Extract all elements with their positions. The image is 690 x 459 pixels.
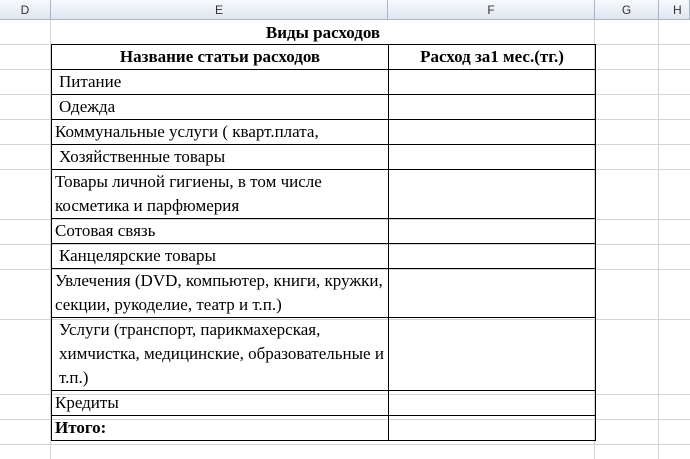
table-row bbox=[52, 120, 596, 145]
total-amount-cell[interactable] bbox=[389, 416, 596, 441]
expense-name-cell[interactable]: Одежда bbox=[52, 95, 389, 120]
sheet-title[interactable]: Виды расходов bbox=[265, 23, 381, 42]
expense-amount-cell[interactable] bbox=[389, 318, 596, 391]
expense-amount-cell[interactable] bbox=[389, 219, 596, 244]
expense-amount-cell[interactable] bbox=[389, 145, 596, 170]
expense-amount-cell[interactable] bbox=[389, 70, 596, 95]
expense-name-cell[interactable]: Хозяйственные товары bbox=[52, 145, 389, 170]
table-row bbox=[52, 70, 596, 95]
column-header-f-label: F bbox=[487, 2, 495, 17]
table-row bbox=[52, 219, 596, 244]
table-row bbox=[52, 244, 596, 269]
column-header-g[interactable] bbox=[595, 0, 659, 20]
expense-name-cell[interactable]: Сотовая связь bbox=[52, 219, 389, 244]
total-label-cell[interactable]: Итого: bbox=[52, 416, 389, 441]
table-row bbox=[52, 145, 596, 170]
column-header-g-label: G bbox=[621, 2, 632, 17]
table-row bbox=[52, 95, 596, 120]
gridline bbox=[0, 444, 690, 445]
table-row bbox=[52, 269, 596, 318]
column-header-e-label: E bbox=[214, 2, 223, 17]
expense-amount-cell[interactable] bbox=[389, 95, 596, 120]
column-header-h-label: H bbox=[673, 2, 682, 17]
column-header-e[interactable] bbox=[51, 0, 388, 20]
table-row bbox=[52, 318, 596, 391]
header-cell-amount[interactable]: Расход за1 мес.(тг.) bbox=[389, 45, 596, 70]
expense-amount-cell[interactable] bbox=[389, 391, 596, 416]
expense-name-cell[interactable]: Коммунальные услуги ( кварт.плата, bbox=[52, 120, 389, 145]
expense-amount-cell[interactable] bbox=[389, 244, 596, 269]
expense-name-cell[interactable]: Увлечения (DVD, компьютер, книги, кружки, секции, рукоделие, театр и т.п.) bbox=[52, 269, 389, 318]
column-header-d[interactable] bbox=[0, 0, 51, 20]
column-header-d-label: D bbox=[20, 2, 30, 17]
total-row bbox=[52, 416, 596, 441]
expense-amount-cell[interactable] bbox=[389, 120, 596, 145]
expense-name-cell[interactable]: Услуги (транспорт, парикмахерская, химчистка, медицинские, образовательные и т.п.) bbox=[52, 318, 389, 391]
expense-amount-cell[interactable] bbox=[389, 269, 596, 318]
expense-name-cell[interactable]: Канцелярские товары bbox=[52, 244, 389, 269]
expense-name-cell[interactable]: Кредиты bbox=[52, 391, 389, 416]
table-row bbox=[52, 391, 596, 416]
column-header-f[interactable] bbox=[388, 0, 595, 20]
expense-name-cell[interactable]: Питание bbox=[52, 70, 389, 95]
expense-table bbox=[51, 44, 596, 441]
column-header-h[interactable] bbox=[659, 0, 690, 20]
expense-name-cell[interactable]: Товары личной гигиены, в том числе косметика и парфюмерия bbox=[52, 170, 389, 219]
table-header-row bbox=[52, 45, 596, 70]
table-row bbox=[52, 170, 596, 219]
expense-amount-cell[interactable] bbox=[389, 170, 596, 219]
header-cell-name[interactable]: Название статьи расходов bbox=[52, 45, 389, 70]
